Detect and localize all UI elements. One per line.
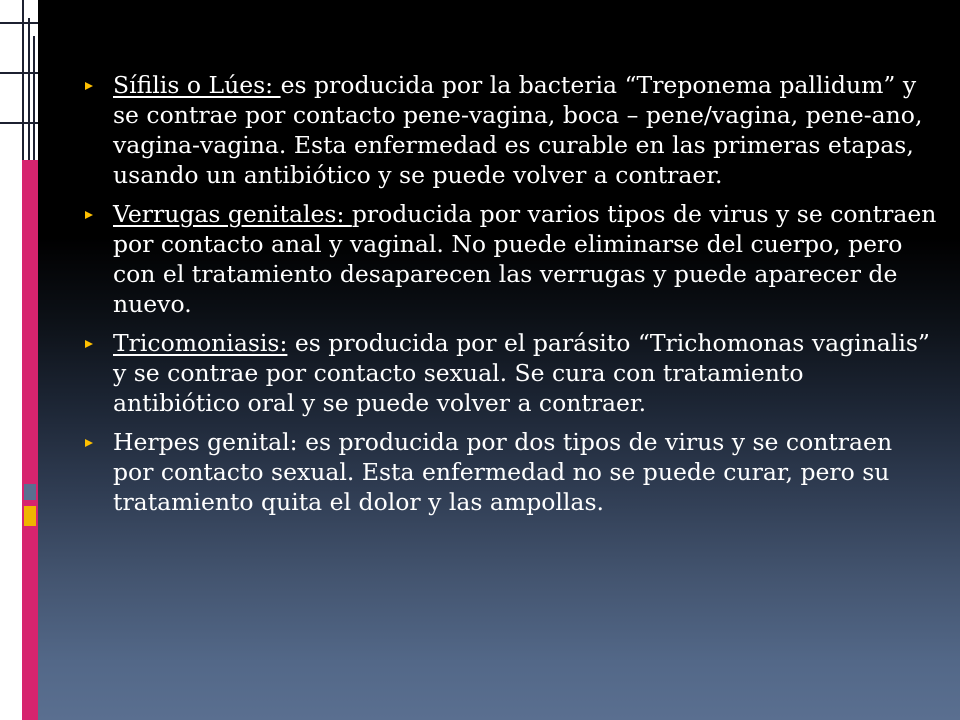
accent-square-pink xyxy=(24,466,36,478)
grid-line xyxy=(33,36,35,160)
bullet-item-herpes xyxy=(82,427,938,517)
bullet-text: es producida por dos tipos de virus y se contraen por contacto sexual. Esta enfermedad no se puede curar, pero su tratamiento quita el dolor y las ampollas. xyxy=(113,428,893,516)
grid-line xyxy=(22,0,24,160)
accent-square-gold xyxy=(24,506,36,526)
bullet-text: es producida por la bacteria “Treponema pallidum” y se contrae por contacto pene-vagina, boca – pene/vagina, pene-ano, vagina-vagina. Esta enfermedad es curable en las primeras etapas, usando un antibiótico y se puede volver a contraer. xyxy=(113,71,923,189)
grid-line xyxy=(0,72,38,74)
bullet-text: producida por varios tipos de virus y se contraen por contacto anal y vaginal. No puede eliminarse del cuerpo, pero con el tratamiento desaparecen las verrugas y puede aparecer de nuevo. xyxy=(113,200,937,318)
grid-line xyxy=(28,18,30,160)
bullet-text: es producida por el parásito “Trichomonas vaginalis” y se contrae por contacto sexual. Se cura con tratamiento antibiótico oral y se puede volver a contraer. xyxy=(113,329,930,417)
slide-content xyxy=(82,70,938,526)
bullet-item-tricomoniasis xyxy=(82,328,938,418)
bullet-item-sifilis xyxy=(82,70,938,190)
grid-line xyxy=(0,122,38,124)
bullet-term: Sífilis o Lúes: xyxy=(113,71,281,99)
disease-bullet-list xyxy=(82,70,938,517)
bullet-item-verrugas xyxy=(82,199,938,319)
triangle-bullet-icon xyxy=(85,211,93,219)
grid-line xyxy=(0,22,38,24)
triangle-bullet-icon xyxy=(85,82,93,90)
bullet-term: Herpes genital: xyxy=(113,428,298,456)
left-accent-bar-white-lower xyxy=(0,460,22,720)
bullet-term: Tricomoniasis: xyxy=(113,329,288,357)
triangle-bullet-icon xyxy=(85,439,93,447)
accent-square-gray xyxy=(24,484,36,500)
triangle-bullet-icon xyxy=(85,340,93,348)
bullet-term: Verrugas genitales: xyxy=(113,200,352,228)
